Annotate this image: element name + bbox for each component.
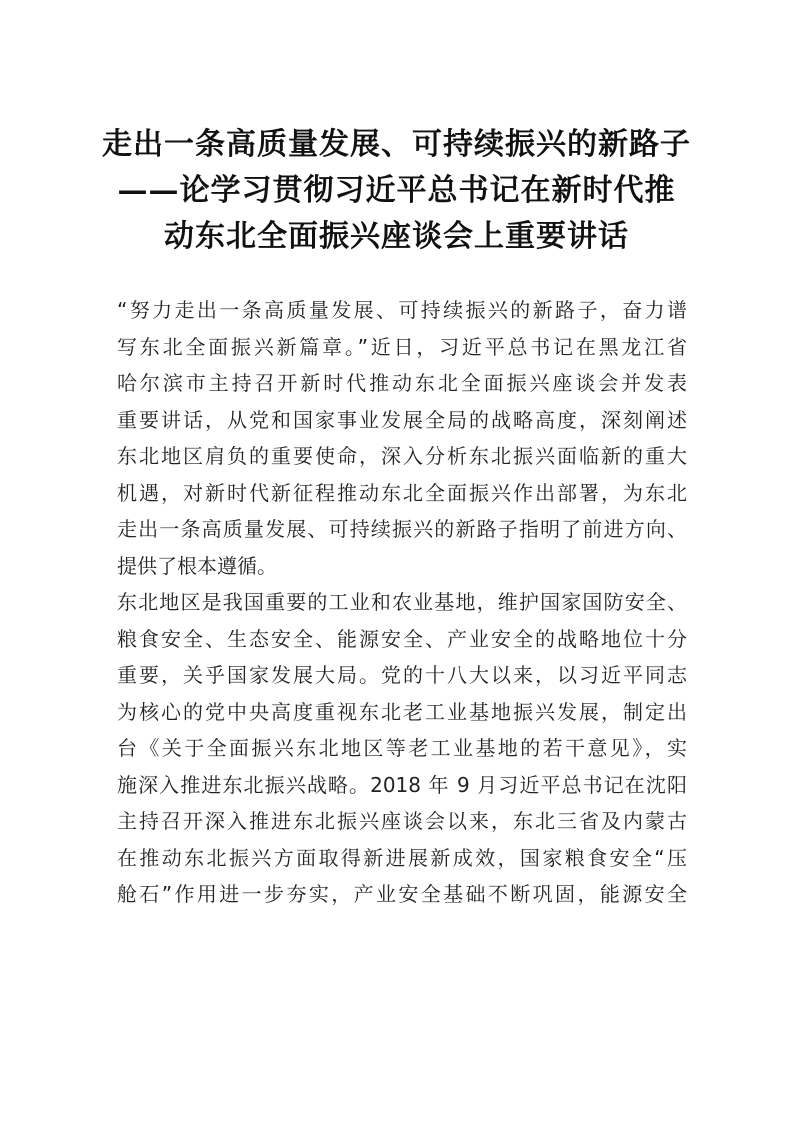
paragraph-line: 主持召开深入推进东北振兴座谈会以来，东北三省及内蒙古	[117, 809, 687, 833]
paragraph-2	[117, 584, 687, 913]
title-line-2: ——论学习贯彻习近平总书记在新时代推	[117, 173, 676, 208]
paragraph-line: 粮食安全、生态安全、能源安全、产业安全的战略地位十分	[117, 626, 687, 651]
paragraph-line: 在推动东北振兴方面取得新进展新成效，国家粮食安全“压	[117, 845, 687, 870]
paragraph-line: 重要讲话，从党和国家事业发展全局的战略高度，深刻阐述	[117, 407, 687, 432]
paragraph-line: 东北地区是我国重要的工业和农业基地，维护国家国防安全、	[117, 590, 687, 614]
paragraph-line: “努力走出一条高质量发展、可持续振兴的新路子，奋力谱	[117, 298, 687, 322]
document-body	[117, 292, 687, 913]
paragraph-line: 施深入推进东北振兴战略。2018 年 9 月习近平总书记在沈阳	[117, 772, 687, 797]
paragraph-line: 重要，关乎国家发展大局。党的十八大以来，以习近平同志	[117, 663, 687, 687]
document-title	[0, 122, 793, 260]
paragraph-line: 哈尔滨市主持召开新时代推动东北全面振兴座谈会并发表	[117, 371, 687, 395]
title-line-1: 走出一条高质量发展、可持续振兴的新路子	[102, 127, 691, 162]
paragraph-line: 为核心的党中央高度重视东北老工业基地振兴发展，制定出	[117, 699, 687, 724]
paragraph-line: 东北地区肩负的重要使命，深入分析东北振兴面临新的重大	[117, 444, 687, 468]
title-line-3: 动东北全面振兴座谈会上重要讲话	[164, 219, 629, 254]
paragraph-line: 台《关于全面振兴东北地区等老工业基地的若干意见》，实	[117, 736, 687, 760]
paragraph-line: 机遇，对新时代新征程推动东北全面振兴作出部署，为东北	[117, 480, 687, 505]
paragraph-line: 提供了根本遵循。	[117, 553, 277, 578]
paragraph-line: 走出一条高质量发展、可持续振兴的新路子指明了前进方向、	[117, 517, 687, 541]
paragraph-line: 写东北全面振兴新篇章。”近日，习近平总书记在黑龙江省	[117, 334, 687, 359]
paragraph-1	[117, 292, 687, 584]
paragraph-line: 舱石”作用进一步夯实，产业安全基础不断巩固，能源安全	[117, 882, 687, 906]
